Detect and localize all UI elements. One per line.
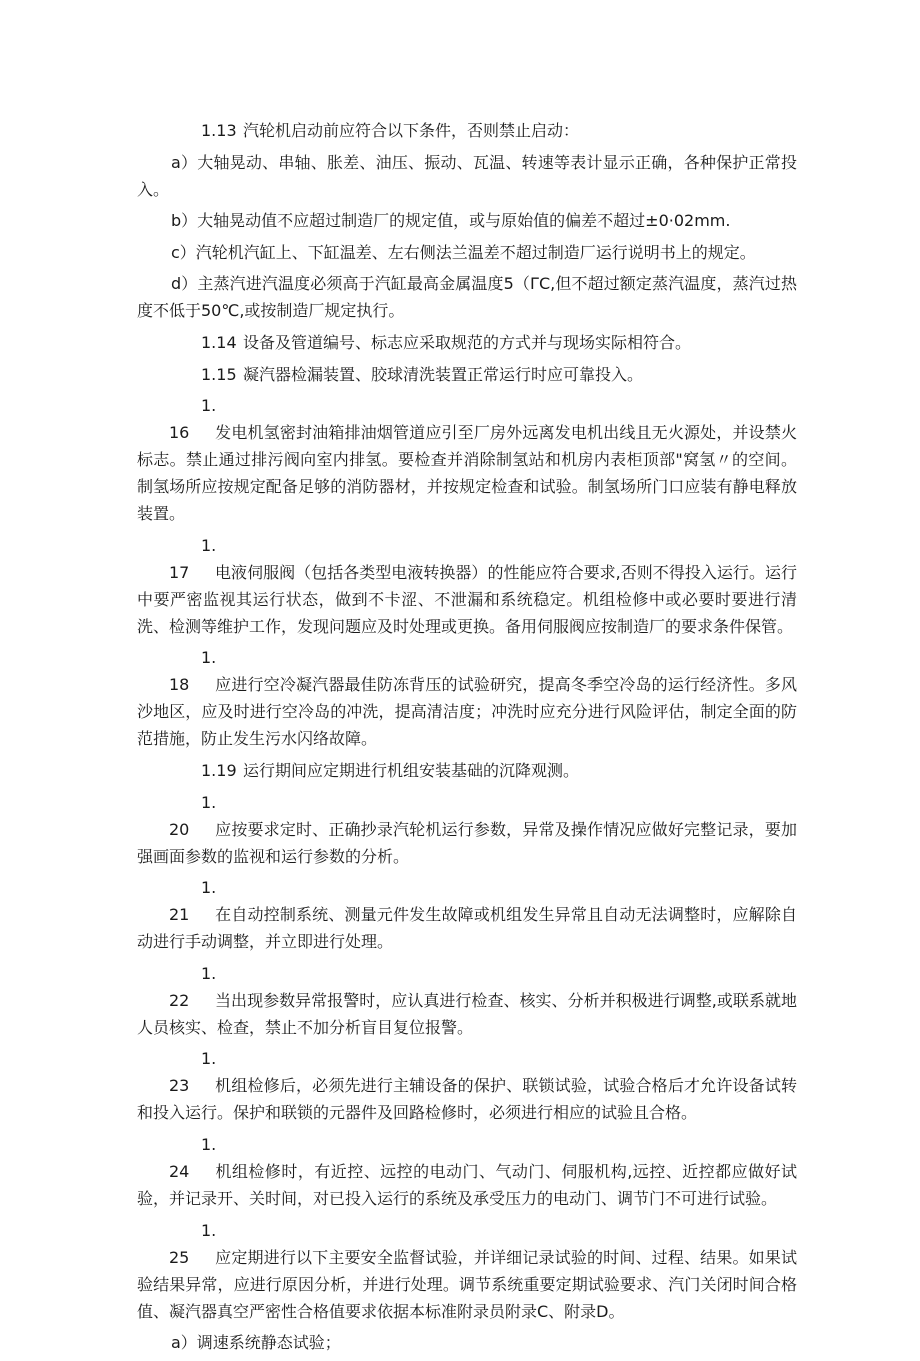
paragraph-1-13 — [137, 117, 797, 144]
clause-text: 在自动控制系统、测量元件发生故障或机组发生异常且自动无法调整时，应解除自动进行手动调整，并立即进行处理。 — [137, 905, 797, 952]
sub-item-text: a）大轴晃动、串轴、胀差、油压、振动、瓦温、转速等表计显示正确，各种保护正常投入。 — [137, 152, 797, 199]
sub-item-text: c）汽轮机汽缸上、下缸温差、左右侧法兰温差不超过制造厂运行说明书上的规定。 — [171, 242, 756, 262]
clause-number: 1.16 — [169, 396, 217, 443]
sub-item-a — [137, 149, 797, 203]
sub-item-c — [137, 239, 797, 266]
clause-text: 机组检修后，必须先进行主辅设备的保护、联锁试验，试验合格后才允许设备试转和投入运行。保护和联锁的元器件及回路检修时，必须进行相应的试验且合格。 — [137, 1076, 797, 1123]
sub-item-d — [137, 270, 797, 324]
paragraph-1-14 — [137, 329, 797, 356]
clause-number: 1.17 — [169, 535, 217, 582]
clause-text: 设备及管道编号、标志应采取规范的方式并与现场实际相符合。 — [243, 332, 692, 352]
clause-number: 1.18 — [169, 648, 217, 695]
clause-number: 1.21 — [169, 878, 217, 925]
clause-number: 1.14 — [201, 332, 237, 352]
paragraph-1-24 — [137, 1131, 797, 1212]
sub-item-a-static-test — [137, 1329, 797, 1356]
paragraph-1-17 — [137, 532, 797, 640]
paragraph-1-23 — [137, 1045, 797, 1126]
clause-number: 1.19 — [201, 760, 237, 780]
clause-number: 1.24 — [169, 1134, 217, 1181]
paragraph-1-20 — [137, 789, 797, 870]
clause-text: 凝汽器检漏装置、胶球清洗装置正常运行时应可靠投入。 — [243, 364, 644, 384]
clause-number: 1.20 — [169, 792, 217, 839]
clause-number: 1.13 — [201, 121, 237, 140]
paragraph-1-19 — [137, 757, 797, 784]
clause-text: 应定期进行以下主要安全监督试验，并详细记录试验的时间、过程、结果。如果试验结果异常，应进行原因分析，并进行处理。调节系统重要定期试验要求、汽门关闭时间合格值、凝汽器真空严密性合格值要求依据本标准附录员附录C、附录D。 — [137, 1247, 797, 1321]
sub-item-text: d）主蒸汽进汽温度必须高于汽缸最高金属温度5（ΓC,但不超过额定蒸汽温度，蒸汽过热度不低于50℃,或按制造厂规定执行。 — [137, 274, 797, 321]
clause-text: 当出现参数异常报警时，应认真进行检查、核实、分析并积极进行调整,或联系就地人员核实、检查，禁止不加分析盲目复位报警。 — [137, 990, 797, 1037]
paragraph-1-21 — [137, 874, 797, 955]
sub-item-text: a）调速系统静态试验； — [171, 1333, 341, 1353]
clause-text: 发电机氢密封油箱排油烟管道应引至厂房外远离发电机出线且无火源处，并设禁火标志。禁止通过排污阀向室内排氢。要检查并消除制氢站和机房内表柜顶部"窝氢〃的空间。制氢场所应按规定配备足够的消防器材，并按规定检查和试验。制氢场所门口应装有静电释放装置。 — [137, 423, 797, 524]
clause-text: 应进行空冷凝汽器最佳防冻背压的试验研究，提高冬季空冷岛的运行经济性。多风沙地区，应及时进行空冷岛的冲洗，提高清洁度；冲洗时应充分进行风险评估，制定全面的防范措施，防止发生污水闪络故障。 — [137, 675, 797, 749]
paragraph-1-16 — [137, 392, 797, 527]
sub-item-b — [137, 207, 797, 234]
clause-text: 汽轮机启动前应符合以下条件，否则禁止启动： — [243, 121, 580, 140]
paragraph-1-15 — [137, 361, 797, 388]
clause-text: 电液伺服阀（包括各类型电液转换器）的性能应符合要求,否则不得投入运行。运行中要严密监视其运行状态，做到不卡涩、不泄漏和系统稳定。机组检修中或必要时要进行清洗、检测等维护工作，发现问题应及时处理或更换。备用伺服阀应按制造厂的要求条件保管。 — [137, 562, 797, 636]
sub-item-text: b）大轴晃动值不应超过制造厂的规定值，或与原始值的偏差不超过±0·02mm. — [171, 211, 731, 231]
paragraph-1-25 — [137, 1217, 797, 1325]
clause-number: 1.22 — [169, 963, 217, 1010]
clause-text: 运行期间应定期进行机组安装基础的沉降观测。 — [243, 760, 580, 780]
clause-number: 1.15 — [201, 364, 237, 384]
clause-text: 应按要求定时、正确抄录汽轮机运行参数，异常及操作情况应做好完整记录，要加强画面参数的监视和运行参数的分析。 — [137, 819, 797, 866]
paragraph-1-22 — [137, 960, 797, 1041]
clause-number: 1.25 — [169, 1220, 217, 1267]
document-body — [137, 117, 797, 1361]
clause-text: 机组检修时，有近控、远控的电动门、气动门、伺服机构,远控、近控都应做好试验，并记录开、关时间，对已投入运行的系统及承受压力的电动门、调节门不可进行试验。 — [137, 1161, 797, 1208]
paragraph-1-18 — [137, 644, 797, 752]
clause-number: 1.23 — [169, 1049, 217, 1096]
